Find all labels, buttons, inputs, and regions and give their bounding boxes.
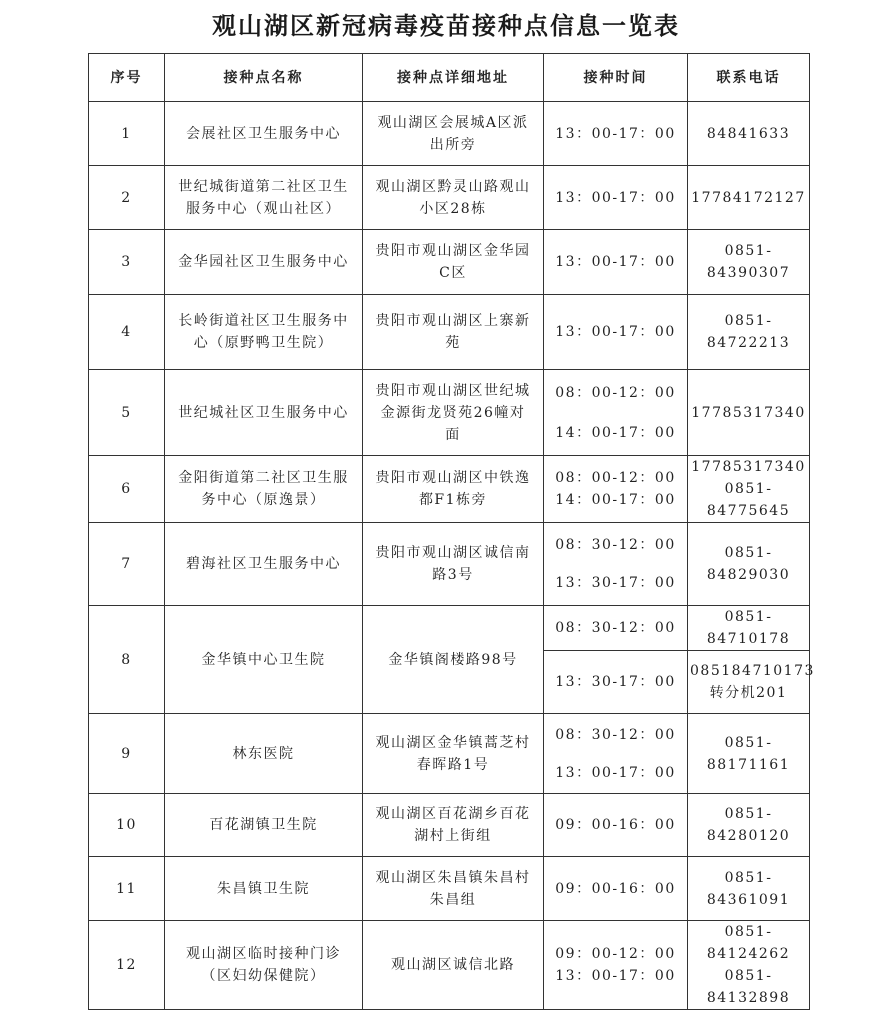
row-index: 3 bbox=[89, 230, 165, 295]
row-index: 4 bbox=[89, 295, 165, 370]
contact-phone: 0851-84124262 0851-84132898 bbox=[688, 921, 810, 1010]
site-name: 林东医院 bbox=[165, 714, 363, 794]
contact-phone: 0851-84280120 bbox=[688, 794, 810, 857]
row-index: 8 bbox=[89, 606, 165, 714]
table-row bbox=[89, 606, 810, 651]
site-address: 观山湖区金华镇蒿芝村 春晖路1号 bbox=[363, 714, 544, 794]
table-row bbox=[89, 102, 810, 166]
site-address: 贵阳市观山湖区金华园 C区 bbox=[363, 230, 544, 295]
row-index: 1 bbox=[89, 102, 165, 166]
vaccination-time: 13：00-17：00 bbox=[544, 295, 688, 370]
row-index: 7 bbox=[89, 523, 165, 606]
site-name: 碧海社区卫生服务中心 bbox=[165, 523, 363, 606]
contact-phone: 0851-84829030 bbox=[688, 523, 810, 606]
row-index: 9 bbox=[89, 714, 165, 794]
header-index: 序号 bbox=[89, 54, 165, 102]
header-site-name: 接种点名称 bbox=[165, 54, 363, 102]
vaccination-time: 13：00-17：00 bbox=[544, 230, 688, 295]
site-address: 金华镇阁楼路98号 bbox=[363, 606, 544, 714]
site-address: 贵阳市观山湖区世纪城 金源街龙贤苑26幢对 面 bbox=[363, 370, 544, 456]
table-row bbox=[89, 921, 810, 1010]
contact-phone: 0851-84390307 bbox=[688, 230, 810, 295]
site-address: 贵阳市观山湖区诚信南 路3号 bbox=[363, 523, 544, 606]
site-address: 贵阳市观山湖区上寨新 苑 bbox=[363, 295, 544, 370]
vaccination-time: 13：30-17：00 bbox=[544, 651, 688, 714]
contact-phone: 17785317340 bbox=[688, 370, 810, 456]
site-name: 观山湖区临时接种门诊 （区妇幼保健院） bbox=[165, 921, 363, 1010]
contact-phone: 17785317340 0851-84775645 bbox=[688, 456, 810, 523]
vaccination-time: 09：00-16：00 bbox=[544, 857, 688, 921]
vaccination-time: 08：00-12：00 14：00-17：00 bbox=[544, 370, 688, 456]
site-name: 百花湖镇卫生院 bbox=[165, 794, 363, 857]
site-name: 世纪城社区卫生服务中心 bbox=[165, 370, 363, 456]
row-index: 2 bbox=[89, 166, 165, 230]
header-address: 接种点详细地址 bbox=[363, 54, 544, 102]
table-row bbox=[89, 370, 810, 456]
site-name: 会展社区卫生服务中心 bbox=[165, 102, 363, 166]
contact-phone: 0851-84722213 bbox=[688, 295, 810, 370]
table-row bbox=[89, 295, 810, 370]
site-name: 长岭街道社区卫生服务中 心（原野鸭卫生院） bbox=[165, 295, 363, 370]
header-time: 接种时间 bbox=[544, 54, 688, 102]
vaccination-time: 09：00-16：00 bbox=[544, 794, 688, 857]
vaccination-time: 13：00-17：00 bbox=[544, 102, 688, 166]
table-row bbox=[89, 456, 810, 523]
site-address: 观山湖区黔灵山路观山 小区28栋 bbox=[363, 166, 544, 230]
contact-phone: 0851-84710178 bbox=[688, 606, 810, 651]
site-address: 贵阳市观山湖区中铁逸 都F1栋旁 bbox=[363, 456, 544, 523]
contact-phone: 17784172127 bbox=[688, 166, 810, 230]
vaccination-time: 08：30-12：00 13：00-17：00 bbox=[544, 714, 688, 794]
vaccination-time: 08：00-12：00 14：00-17：00 bbox=[544, 456, 688, 523]
vaccination-time: 09：00-12：00 13：00-17：00 bbox=[544, 921, 688, 1010]
site-address: 观山湖区百花湖乡百花 湖村上街组 bbox=[363, 794, 544, 857]
row-index: 11 bbox=[89, 857, 165, 921]
page-title: 观山湖区新冠病毒疫苗接种点信息一览表 bbox=[212, 11, 680, 40]
site-address: 观山湖区朱昌镇朱昌村 朱昌组 bbox=[363, 857, 544, 921]
site-name: 朱昌镇卫生院 bbox=[165, 857, 363, 921]
vaccination-time: 08：30-12：00 bbox=[544, 606, 688, 651]
site-name: 金阳街道第二社区卫生服 务中心（原逸景） bbox=[165, 456, 363, 523]
contact-phone: 085184710173 转分机201 bbox=[688, 651, 810, 714]
table-row bbox=[89, 714, 810, 794]
contact-phone: 84841633 bbox=[688, 102, 810, 166]
vaccination-time: 13：00-17：00 bbox=[544, 166, 688, 230]
row-index: 12 bbox=[89, 921, 165, 1010]
table-header-row bbox=[89, 54, 810, 102]
table-row bbox=[89, 794, 810, 857]
contact-phone: 0851-84361091 bbox=[688, 857, 810, 921]
site-name: 世纪城街道第二社区卫生 服务中心（观山社区） bbox=[165, 166, 363, 230]
row-index: 10 bbox=[89, 794, 165, 857]
vaccination-time: 08：30-12：00 13：30-17：00 bbox=[544, 523, 688, 606]
table-row bbox=[89, 857, 810, 921]
site-name: 金华园社区卫生服务中心 bbox=[165, 230, 363, 295]
vaccination-sites-table bbox=[88, 53, 815, 1010]
row-index: 6 bbox=[89, 456, 165, 523]
site-name: 金华镇中心卫生院 bbox=[165, 606, 363, 714]
table-row bbox=[89, 230, 810, 295]
table-row bbox=[89, 523, 810, 606]
contact-phone: 0851-88171161 bbox=[688, 714, 810, 794]
row-index: 5 bbox=[89, 370, 165, 456]
table-row bbox=[89, 166, 810, 230]
site-address: 观山湖区会展城A区派 出所旁 bbox=[363, 102, 544, 166]
header-phone: 联系电话 bbox=[688, 54, 810, 102]
site-address: 观山湖区诚信北路 bbox=[363, 921, 544, 1010]
